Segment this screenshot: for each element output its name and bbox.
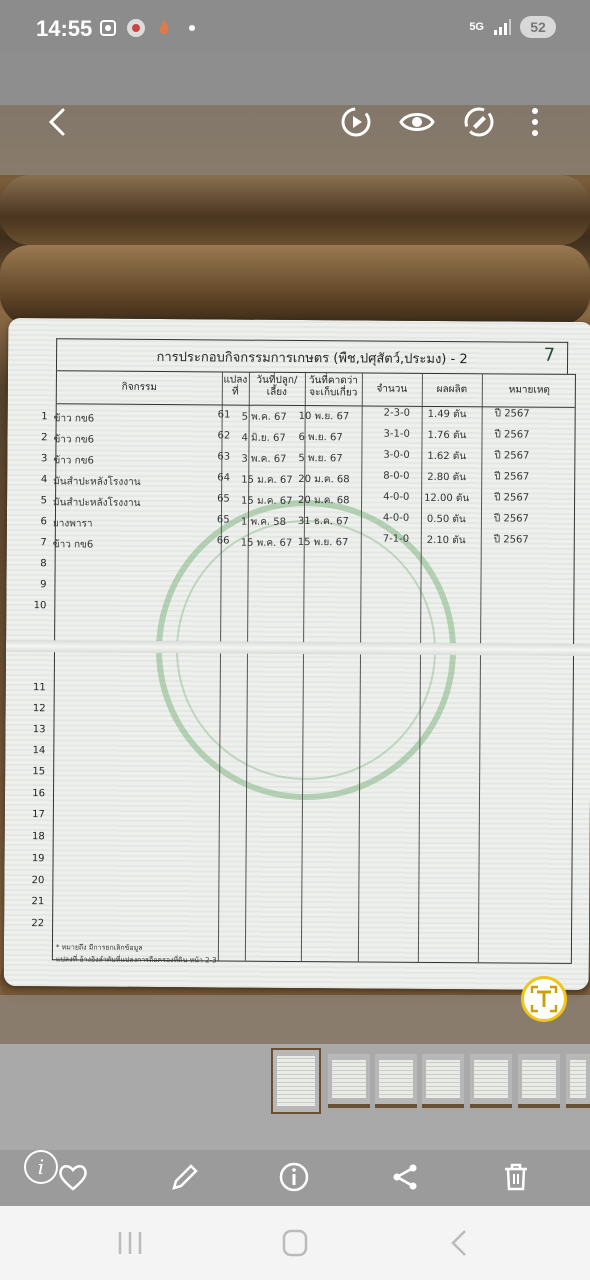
dot-icon [182, 18, 202, 38]
document-header [56, 338, 568, 374]
row-number: 10 [33, 600, 47, 612]
row-number: 11 [32, 682, 46, 694]
row-number: 13 [32, 724, 46, 736]
table-row: 6 ยางพารา 65 1 พ.ค. 58 31 ธ.ค. 67 4-0-0 0.50 ตัน ปี 2567 [40, 512, 529, 530]
table-row: 4 มันสำปะหลังโรงงาน 64 15 ม.ค. 67 20 ม.ค. 68 8-0-0 2.80 ตัน ปี 2567 [40, 470, 530, 488]
row-number: 20 [31, 875, 45, 887]
thumbnail[interactable] [566, 1054, 590, 1108]
thumbnail[interactable] [470, 1054, 512, 1108]
recent-apps-icon[interactable] [110, 1226, 150, 1260]
text-extract-icon [524, 979, 564, 1019]
document-title: การประกอบกิจกรรมการเกษตร (พืช,ปศุสัตว์,ประมง) - 2 [156, 350, 468, 368]
footnote-plot-reference: แปลงที่ อ้างอิงลำดับที่แปลงการถือครองที่ดิน หน้า 2-3 [55, 955, 217, 965]
col-plant-date: วันที่ปลูก/ เลี้ยง [256, 374, 298, 398]
back-nav-icon[interactable] [440, 1226, 480, 1260]
col-quantity: จำนวน [376, 383, 408, 395]
row-number: 18 [31, 831, 45, 843]
battery-indicator: 52 [520, 16, 556, 38]
motion-photo-icon[interactable] [336, 102, 376, 142]
status-indicators [469, 16, 556, 38]
row-number: 9 [40, 579, 47, 591]
row-number: 16 [32, 788, 46, 800]
info-badge[interactable] [24, 1150, 58, 1184]
trash-icon[interactable] [499, 1160, 533, 1194]
info-badge-icon: i [37, 1155, 45, 1179]
thumbnail[interactable] [375, 1054, 417, 1108]
share-icon[interactable] [388, 1160, 422, 1194]
info-icon[interactable] [277, 1160, 311, 1194]
flame-icon [154, 18, 174, 38]
footnote-cancelled: * หมายถึง มีการยกเลิกข้อมูล [55, 943, 143, 952]
row-number: 15 [32, 766, 46, 778]
eye-icon[interactable] [397, 102, 437, 142]
thumbnail[interactable] [422, 1054, 464, 1108]
thumbnail-strip [0, 1044, 590, 1150]
home-icon[interactable] [275, 1226, 315, 1260]
table-row: 2 ข้าว กข6 62 4 มิ.ย. 67 6 พ.ย. 67 3-1-0 1.76 ตัน ปี 2567 [41, 428, 530, 446]
viewer-top-controls [0, 52, 590, 177]
notification-icons [98, 18, 202, 38]
back-arrow-icon[interactable] [38, 102, 78, 142]
row-number: 21 [31, 896, 45, 908]
action-bar [0, 1150, 590, 1206]
col-yield: ผลผลิต [436, 383, 468, 396]
row-number: 14 [32, 745, 46, 757]
table-row: 5 มันสำปะหลังโรงงาน 65 15 ม.ค. 67 20 ม.ค. 68 4-0-0 12.00 ตัน ปี 2567 [40, 491, 530, 509]
row-number: 12 [32, 703, 46, 715]
table-row: 1 ข้าว กข6 61 5 พ.ค. 67 10 พ.ย. 67 2-3-0 1.49 ตัน ปี 2567 [41, 407, 530, 425]
signal-icon [492, 17, 512, 37]
col-note: หมายเหตุ [508, 384, 550, 396]
farm-record-document [4, 318, 590, 990]
more-vertical-icon[interactable] [515, 102, 555, 142]
row-number: 17 [32, 809, 45, 821]
row-number: 19 [31, 853, 45, 865]
navigation-bar [0, 1206, 590, 1280]
thumbnail[interactable] [328, 1054, 370, 1108]
col-activity: กิจกรรม [121, 381, 158, 394]
screenshot-icon [98, 18, 118, 38]
page-number: 7 [543, 344, 556, 366]
network-type: 5G [469, 21, 484, 33]
status-bar [0, 0, 590, 52]
col-plot: แปลง ที่ [223, 374, 248, 398]
heart-icon[interactable] [56, 1160, 90, 1194]
text-extract-button[interactable] [521, 976, 567, 1022]
status-time: 14:55 [36, 16, 93, 41]
thumbnail-current[interactable] [271, 1048, 321, 1114]
thumbnail[interactable] [518, 1054, 560, 1108]
remaster-icon[interactable] [459, 102, 499, 142]
col-harvest-date: วันที่คาดว่า จะเก็บเกี่ยว [308, 375, 358, 399]
row-number: 22 [31, 918, 45, 930]
pencil-icon[interactable] [168, 1160, 202, 1194]
row-number: 8 [40, 558, 47, 570]
table-row: 3 ข้าว กข6 63 3 พ.ค. 67 5 พ.ย. 67 3-0-0 1.62 ตัน ปี 2567 [40, 449, 530, 467]
app-notification-icon [126, 18, 146, 38]
table-row: 7 ข้าว กข6 66 15 พ.ค. 67 15 พ.ย. 67 7-1-0 2.10 ตัน ปี 2567 [40, 533, 529, 551]
